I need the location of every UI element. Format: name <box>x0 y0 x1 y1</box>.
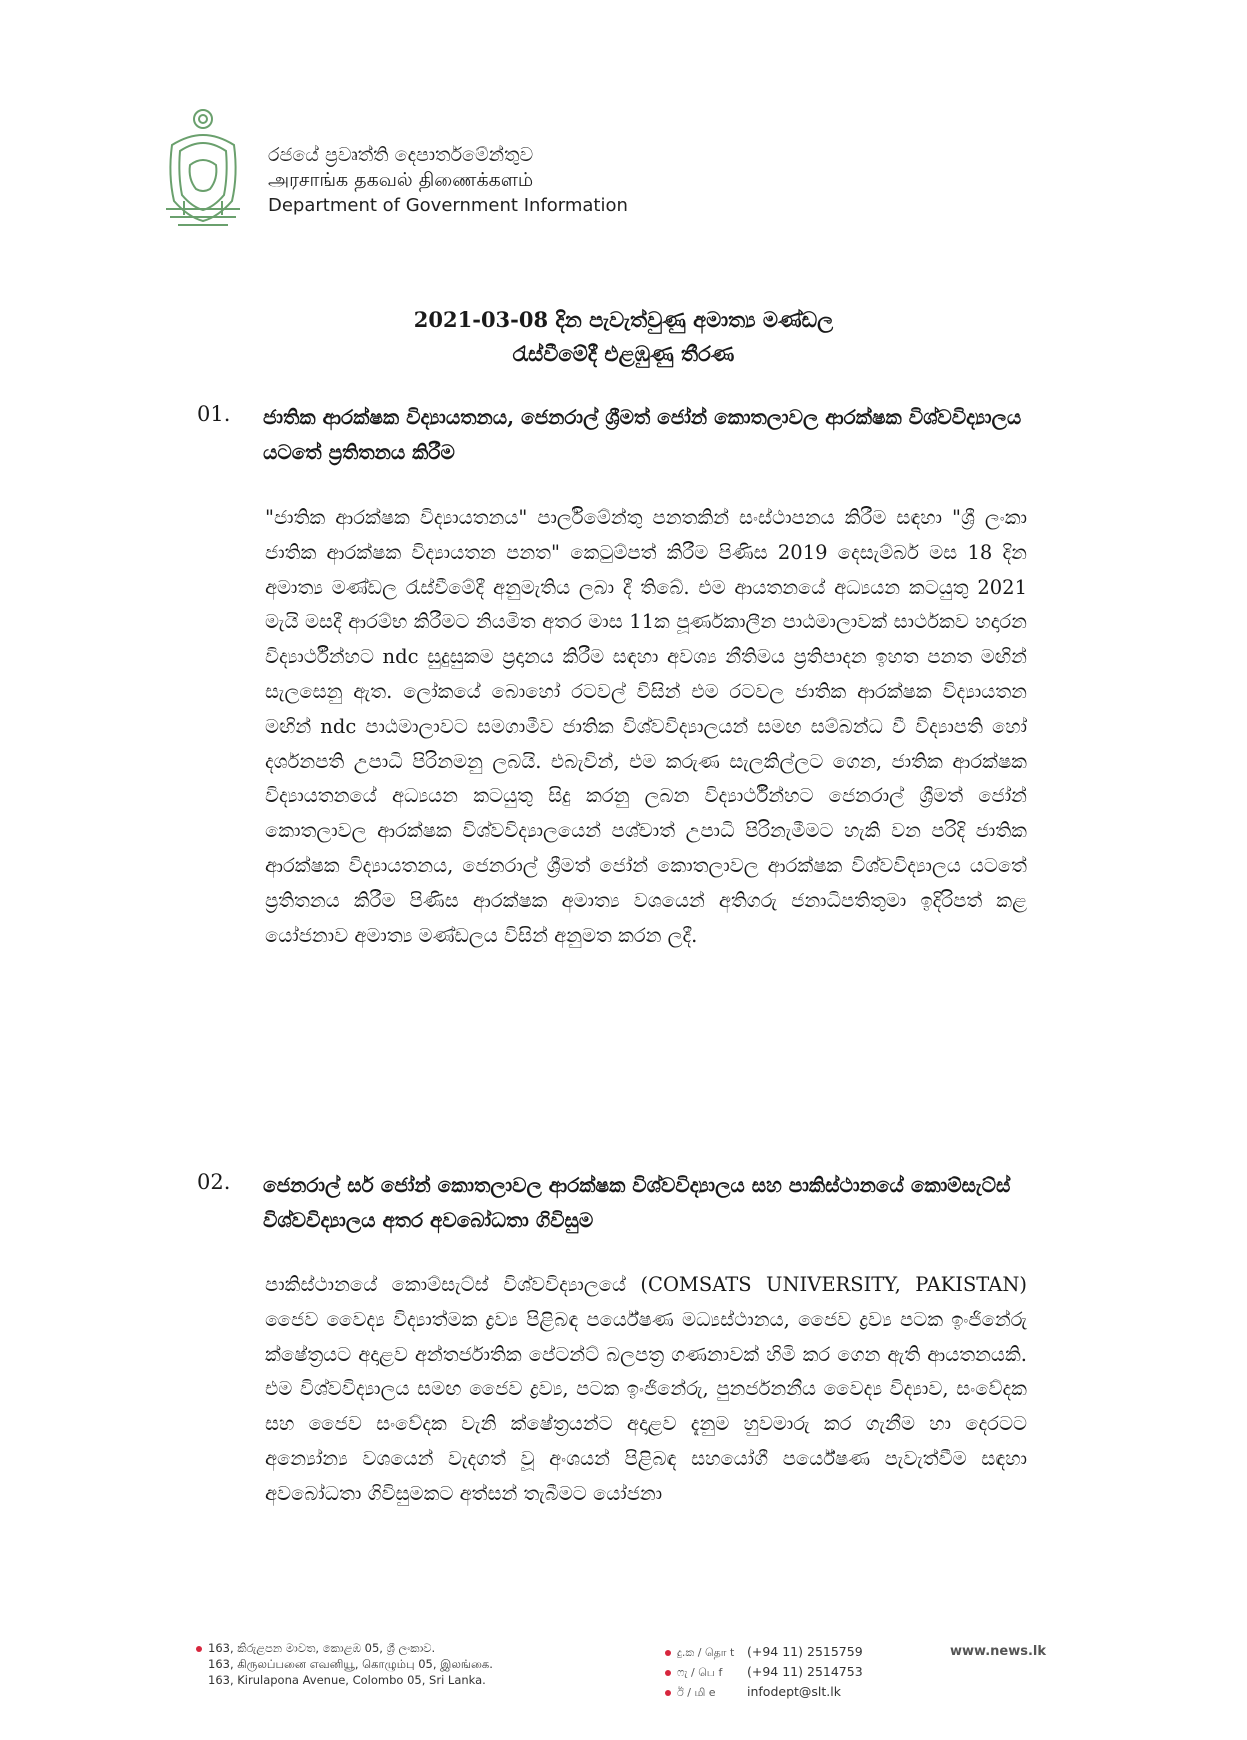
fax-number: (+94 11) 2514753 <box>747 1664 863 1679</box>
email-address: infodept@slt.lk <box>747 1684 841 1699</box>
org-name-sinhala: රජයේ ප්‍රවෘත්ති දෙපාර්තමේන්තුව <box>268 144 534 166</box>
bullet-icon <box>665 1650 671 1656</box>
address-sinhala: 163, කිරුළපන මාවත, කොළඹ 05, ශ්‍රී ලංකාව. <box>208 1641 436 1655</box>
letterhead-footer <box>0 1640 1247 1710</box>
bullet-icon <box>665 1690 671 1696</box>
section-body: පාකිස්ථානයේ කොම්සැට්ස් විශ්වවිද්‍යාලයේ (COMSATS UNIVERSITY, PAKISTAN) ජෛව වෛද්‍ය විද්‍යාත්මක ද්‍රව්‍ය පිළිබඳ පර්යේෂණ මධ්‍යස්ථානය, ජෛව ද්‍රව්‍ය පටක ඉංජිනේරු ක්ෂේත්‍රයට අදාළව අන්තර්ජාතික පේටන්ට් බලපත්‍ර ගණනාවක් හිමි කර ගෙන ඇති ආයතනයකි. එම විශ්වවිද්‍යාලය සමඟ ජෛව ද්‍රව්‍ය, පටක ඉංජිනේරු, පුනර්ජනනීය වෛද්‍ය විද්‍යාව, සංවේදක සහ ජෛව සංවේදක වැනි ක්ෂේත්‍රයන්ට අදාළව දැනුම හුවමාරු කර ගැනීම හා දෙරටට අන්‍යෝන්‍ය වශයෙන් වැදගත් වූ අංශයන් පිළිබඳ සහයෝගී පර්යේෂණ පැවැත්වීම සඳහා අවබෝධතා ගිවිසුමකට අත්සන් තැබීමට යෝජනා <box>265 1273 1027 1505</box>
section-body: "ජාතික ආරක්ෂක විද්‍යායතනය" පාර්ලිමේන්තු පනතකින් සංස්ථාපනය කිරීම සඳහා "ශ්‍රී ලංකා ජාතික ආරක්ෂක විද්‍යායතන පනත" කෙටුම්පත් කිරීම පිණිස 2019 දෙසැම්බර් මස 18 දින අමාත්‍ය මණ්ඩල රැස්වීමේදී අනුමැතිය ලබා දී තිබේ. එම ආයතනයේ අධ්‍යයන කටයුතු 2021 මැයි මසදී ආරම්භ කිරීමට නියමිත අතර මාස 11ක පූර්ණකාලීන පාඨමාලාවක් සාර්ථකව හදාරන විද්‍යාර්ථීන්හට ndc සුදුසුකම ප්‍රදානය කිරීම සඳහා අවශ්‍ය නීතිමය ප්‍රතිපාදන ඉහත පනත මඟින් සැලසෙනු ඇත. ලෝකයේ බොහෝ රටවල් විසින් එම රටවල ජාතික ආරක්ෂක විද්‍යායතන මඟින් ndc පාඨමාලාවට සමගාමීව ජාතික විශ්වවිද්‍යාලයන් සමඟ සම්බන්ධ වී විද්‍යාපති හෝ දර්ශනපති උපාධි පිරිනමනු ලබයි. එබැවින්, එම කරුණ සැලකිල්ලට ගෙන, ජාතික ආරක්ෂක විද්‍යායතනයේ අධ්‍යයන කටයුතු සිදු කරනු ලබන විද්‍යාර්ථීන්හට ජෙනරාල් ශ්‍රීමත් ජෝන් කොතලාවල ආරක්ෂක විශ්වවිද්‍යාලයෙන් පශ්චාත් උපාධි පිරිනැමීමට හැකි වන පරිදි ජාතික ආරක්ෂක විද්‍යායතනය, ජෙනරාල් ශ්‍රීමත් ජෝන් කොතලාවල ආරක්ෂක විශ්වවිද්‍යාලය යටතේ ප්‍රතිතනය කිරීම පිණිස ආරක්ෂක අමාත්‍ය වශයෙන් අතිගරු ජනාධිපතිතුමා ඉදිරිපත් කළ යෝජනාව අමාත්‍ය මණ්ඩලය විසින් අනුමත කරන ලදී. <box>265 506 1027 947</box>
bullet-icon <box>665 1670 671 1676</box>
section-number: 02. <box>197 1170 231 1194</box>
phone-number: (+94 11) 2515759 <box>747 1644 863 1659</box>
phone-label: දු.ක / தொ t <box>677 1646 735 1659</box>
section-heading: ජාතික ආරක්ෂක විද්‍යායතනය, ජෙනරාල් ශ්‍රීමත් ජෝන් කොතලාවල ආරක්ෂක විශ්වවිද්‍යාලය යටතේ ප්‍රතිතනය කිරීම <box>263 405 1022 464</box>
address-tamil: 163, கிருலப்பனை எவனியூ, கொழும்பு 05, இலங்கை. <box>208 1657 493 1671</box>
fax-label: ෆැ / பெ f <box>677 1666 723 1679</box>
address-english: 163, Kirulapona Avenue, Colombo 05, Sri Lanka. <box>208 1673 486 1687</box>
document-title <box>0 303 1247 371</box>
contact-block <box>665 1642 863 1702</box>
org-name-tamil: அரசாங்க தகவல் திணைக்களம் <box>268 169 534 191</box>
website-url: www.news.lk <box>950 1644 1046 1659</box>
section-heading: ජෙනරාල් සර් ජෝන් කොතලාවල ආරක්ෂක විශ්වවිද්‍යාලය සහ පාකිස්ථානයේ කොම්සැට්ස් විශ්වවිද්‍යාලය අතර අවබෝධතා ගිවිසුම <box>263 1173 1011 1232</box>
title-line-2: රැස්වීමේදී එළඹුණු තීරණ <box>512 341 735 366</box>
bullet-icon <box>196 1646 202 1652</box>
letterhead <box>160 105 660 230</box>
email-label: ඊ / மி e <box>677 1686 716 1699</box>
title-line-1: 2021-03-08 දින පැවැත්වුණු අමාත්‍ය මණ්ඩල <box>413 307 834 332</box>
address-block <box>196 1640 493 1688</box>
state-emblem-icon <box>160 105 246 229</box>
organization-name <box>268 143 628 218</box>
section-number: 01. <box>197 402 231 426</box>
org-name-english: Department of Government Information <box>268 195 628 216</box>
